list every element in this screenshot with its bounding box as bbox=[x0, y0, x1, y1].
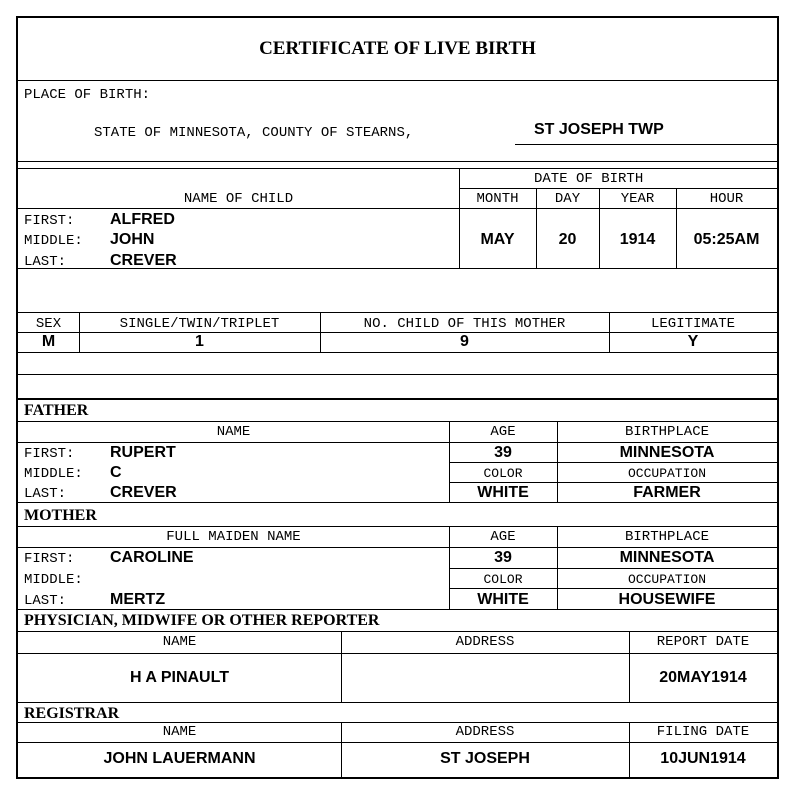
hour-header: HOUR bbox=[709, 191, 744, 207]
divider bbox=[18, 502, 777, 503]
divider bbox=[449, 568, 777, 569]
plurality-value: 1 bbox=[195, 333, 204, 350]
plurality-header: SINGLE/TWIN/TRIPLET bbox=[119, 316, 280, 332]
divider bbox=[18, 161, 777, 162]
legitimate-header: LEGITIMATE bbox=[650, 316, 735, 332]
divider bbox=[18, 653, 777, 654]
divider bbox=[459, 188, 777, 189]
mother-age: 39 bbox=[494, 549, 512, 566]
child-middle-name: JOHN bbox=[110, 231, 155, 248]
registrar-section-title: REGISTRAR bbox=[24, 705, 120, 722]
father-color: WHITE bbox=[477, 484, 529, 501]
divider bbox=[18, 702, 777, 703]
father-occupation-header: OCCUPATION bbox=[627, 466, 706, 481]
township-value: ST JOSEPH TWP bbox=[534, 121, 664, 138]
child-first-name: ALFRED bbox=[110, 211, 175, 228]
mother-last-name: MERTZ bbox=[110, 591, 166, 608]
day-header: DAY bbox=[554, 191, 581, 207]
divider bbox=[449, 588, 777, 589]
divider bbox=[18, 312, 777, 313]
father-section-title: FATHER bbox=[24, 402, 89, 419]
mother-section-title: MOTHER bbox=[24, 507, 97, 524]
divider bbox=[449, 462, 777, 463]
divider bbox=[18, 421, 777, 422]
name-of-child-header: NAME OF CHILD bbox=[183, 191, 294, 207]
divider bbox=[18, 208, 777, 209]
mother-color-header: COLOR bbox=[483, 572, 523, 587]
father-first-label: FIRST: bbox=[24, 446, 75, 462]
child-first-label: FIRST: bbox=[24, 213, 75, 229]
divider bbox=[18, 442, 777, 443]
sex-header: SEX bbox=[35, 316, 62, 332]
mother-occupation-header: OCCUPATION bbox=[627, 572, 706, 587]
mother-first-name: CAROLINE bbox=[110, 549, 194, 566]
divider bbox=[18, 374, 777, 375]
divider bbox=[18, 80, 777, 81]
registrar-name: JOHN LAUERMANN bbox=[103, 750, 256, 767]
birth-year: 1914 bbox=[619, 231, 656, 248]
mother-first-label: FIRST: bbox=[24, 551, 75, 567]
father-age: 39 bbox=[494, 444, 512, 461]
filing-date: 10JUN1914 bbox=[660, 750, 746, 767]
divider bbox=[18, 631, 777, 632]
state-county-text: STATE OF MINNESOTA, COUNTY OF STEARNS, bbox=[94, 125, 414, 141]
divider bbox=[18, 268, 777, 269]
father-birthplace: MINNESOTA bbox=[619, 444, 715, 461]
child-last-name: CREVER bbox=[110, 252, 177, 269]
physician-section-title: PHYSICIAN, MIDWIFE OR OTHER REPORTER bbox=[24, 612, 380, 629]
divider bbox=[18, 526, 777, 527]
divider bbox=[18, 168, 777, 169]
father-color-header: COLOR bbox=[483, 466, 523, 481]
birth-hour: 05:25AM bbox=[693, 231, 760, 248]
report-date-header: REPORT DATE bbox=[656, 634, 750, 650]
divider bbox=[18, 609, 777, 610]
divider bbox=[18, 352, 777, 353]
legitimate-value: Y bbox=[687, 333, 699, 350]
child-number-value: 9 bbox=[460, 333, 469, 350]
physician-address-header: ADDRESS bbox=[455, 634, 515, 650]
registrar-address-header: ADDRESS bbox=[455, 724, 515, 740]
mother-birthplace: MINNESOTA bbox=[619, 549, 715, 566]
certificate-title: CERTIFICATE OF LIVE BIRTH bbox=[259, 38, 536, 59]
father-occupation: FARMER bbox=[633, 484, 701, 501]
father-age-header: AGE bbox=[490, 424, 516, 440]
month-header: MONTH bbox=[476, 191, 519, 207]
divider bbox=[18, 547, 777, 548]
mother-age-header: AGE bbox=[490, 529, 516, 545]
birth-certificate bbox=[16, 16, 779, 779]
mother-color: WHITE bbox=[477, 591, 529, 608]
father-last-label: LAST: bbox=[24, 486, 67, 502]
mother-last-label: LAST: bbox=[24, 593, 67, 609]
registrar-address: ST JOSEPH bbox=[440, 750, 530, 767]
birth-month: MAY bbox=[480, 231, 515, 248]
child-last-label: LAST: bbox=[24, 254, 67, 270]
divider bbox=[18, 742, 777, 743]
filing-date-header: FILING DATE bbox=[656, 724, 750, 740]
thick-divider bbox=[18, 398, 777, 400]
registrar-name-header: NAME bbox=[162, 724, 197, 740]
father-last-name: CREVER bbox=[110, 484, 177, 501]
mother-name-header: FULL MAIDEN NAME bbox=[166, 529, 301, 545]
mother-occupation: HOUSEWIFE bbox=[618, 591, 716, 608]
physician-name-header: NAME bbox=[162, 634, 197, 650]
township-underline bbox=[515, 144, 777, 145]
father-middle-name: C bbox=[110, 464, 122, 481]
birth-day: 20 bbox=[558, 231, 577, 248]
divider bbox=[18, 332, 777, 333]
report-date: 20MAY1914 bbox=[659, 669, 747, 686]
date-of-birth-header: DATE OF BIRTH bbox=[534, 171, 644, 187]
father-middle-label: MIDDLE: bbox=[24, 466, 83, 482]
physician-name: H A PINAULT bbox=[130, 669, 229, 686]
father-birthplace-header: BIRTHPLACE bbox=[624, 424, 709, 440]
mother-middle-label: MIDDLE: bbox=[24, 572, 83, 588]
divider bbox=[18, 722, 777, 723]
child-number-header: NO. CHILD OF THIS MOTHER bbox=[363, 316, 566, 332]
place-of-birth-label: PLACE OF BIRTH: bbox=[24, 87, 151, 103]
year-header: YEAR bbox=[620, 191, 655, 207]
father-name-header: NAME bbox=[216, 424, 251, 440]
father-first-name: RUPERT bbox=[110, 444, 176, 461]
divider bbox=[449, 482, 777, 483]
sex-value: M bbox=[41, 333, 56, 350]
column-line bbox=[459, 168, 460, 268]
mother-birthplace-header: BIRTHPLACE bbox=[624, 529, 709, 545]
child-middle-label: MIDDLE: bbox=[24, 233, 83, 249]
